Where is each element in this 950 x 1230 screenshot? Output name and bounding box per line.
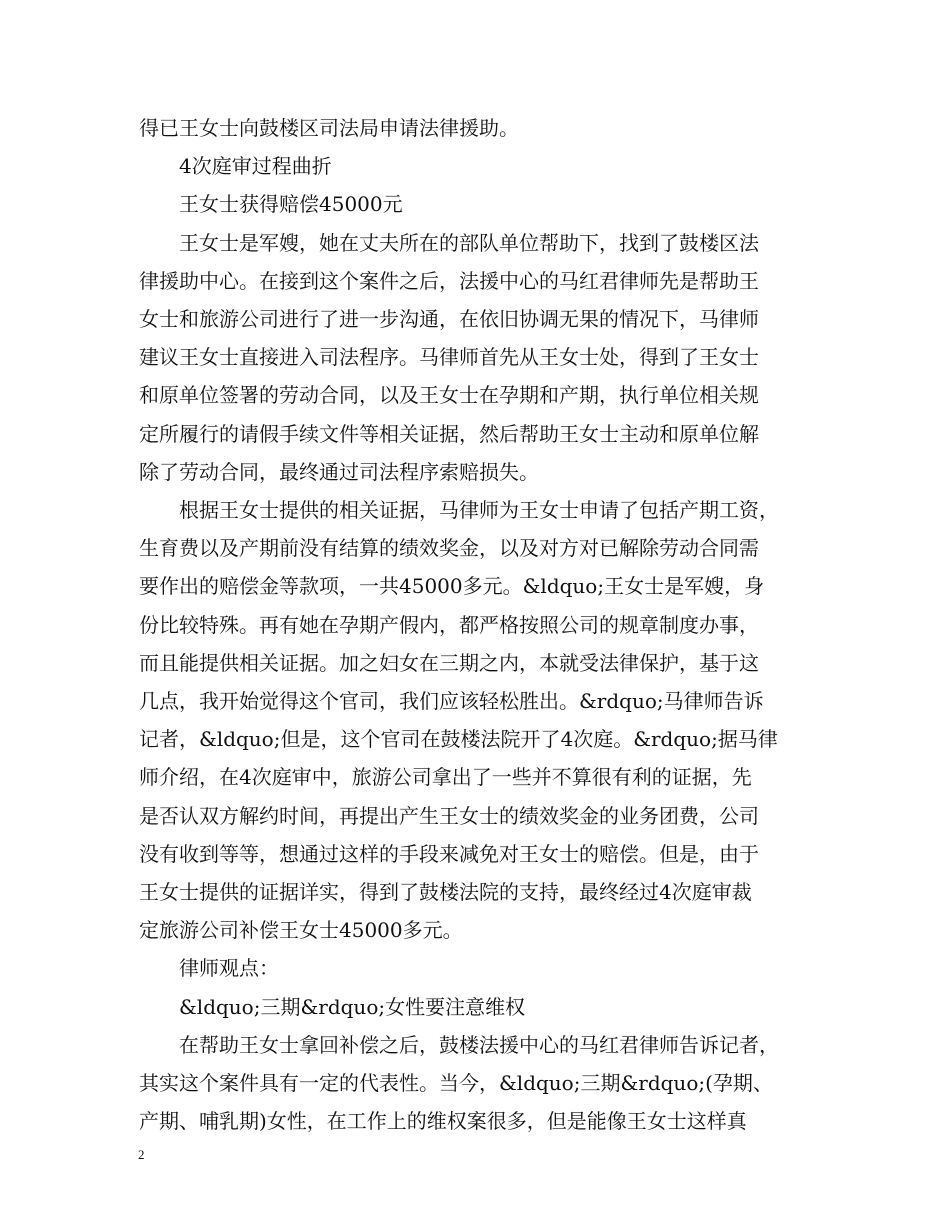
text-line: 而且能提供相关证据。加之妇女在三期之内，本就受法律保护，基于这 <box>139 650 759 675</box>
text-line: 得已王女士向鼓楼区司法局申请法律援助。 <box>139 116 519 140</box>
text-line: 王女士获得赔偿45000元 <box>139 192 403 217</box>
text-line: 王女士是军嫂，她在丈夫所在的部队单位帮助下，找到了鼓楼区法 <box>139 230 759 255</box>
text-line: 定旅游公司补偿王女士45000多元。 <box>139 918 463 943</box>
text-line: 记者，&ldquo;但是，这个官司在鼓楼法院开了4次庭。&rdquo;据马律 <box>139 727 778 752</box>
text-line: 要作出的赔偿金等款项，一共45000多元。&ldquo;王女士是军嫂，身 <box>139 574 765 599</box>
text-line: 王女士提供的证据详实，得到了鼓楼法院的支持，最终经过4次庭审裁 <box>139 880 752 904</box>
text-line: 除了劳动合同，最终通过司法程序索赔损失。 <box>139 459 539 484</box>
page-number: 2 <box>138 1147 145 1162</box>
text-line: 份比较特殊。再有她在孕期产假内，都严格按照公司的规章制度办事， <box>139 612 759 637</box>
text-line: 律援助中心。在接到这个案件之后，法援中心的马红君律师先是帮助王 <box>139 268 759 293</box>
text-line: 是否认双方解约时间，再提出产生王女士的绩效奖金的业务团费，公司 <box>139 803 759 828</box>
text-line: 4次庭审过程曲折 <box>139 154 332 179</box>
text-line: 律师观点： <box>139 956 279 981</box>
text-line: 建议王女士直接进入司法程序。马律师首先从王女士处，得到了王女士 <box>139 345 759 370</box>
text-line: 没有收到等等，想通过这样的手段来减免对王女士的赔偿。但是，由于 <box>139 841 759 866</box>
text-line: 和原单位签署的劳动合同，以及王女士在孕期和产期，执行单位相关规 <box>139 383 759 408</box>
text-line: 女士和旅游公司进行了进一步沟通，在依旧协调无果的情况下，马律师 <box>139 307 759 331</box>
text-line: 师介绍，在4次庭审中，旅游公司拿出了一些并不算很有利的证据，先 <box>139 765 752 790</box>
text-line: 产期、哺乳期)女性，在工作上的维权案很多，但是能像王女士这样真 <box>139 1109 747 1134</box>
text-line: 生育费以及产期前没有结算的绩效奖金，以及对方对已解除劳动合同需 <box>139 536 759 561</box>
text-line: 定所履行的请假手续文件等相关证据，然后帮助王女士主动和原单位解 <box>139 421 759 446</box>
text-line: 根据王女士提供的相关证据，马律师为王女士申请了包括产期工资， <box>139 498 779 522</box>
text-line: 在帮助王女士拿回补偿之后，鼓楼法援中心的马红君律师告诉记者， <box>139 1032 779 1057</box>
text-line: 几点，我开始觉得这个官司，我们应该轻松胜出。&rdquo;马律师告诉 <box>139 689 764 713</box>
text-line: &ldquo;三期&rdquo;女性要注意维权 <box>139 994 526 1019</box>
text-line: 其实这个案件具有一定的代表性。当今，&ldquo;三期&rdquo;(孕期、 <box>139 1071 773 1095</box>
